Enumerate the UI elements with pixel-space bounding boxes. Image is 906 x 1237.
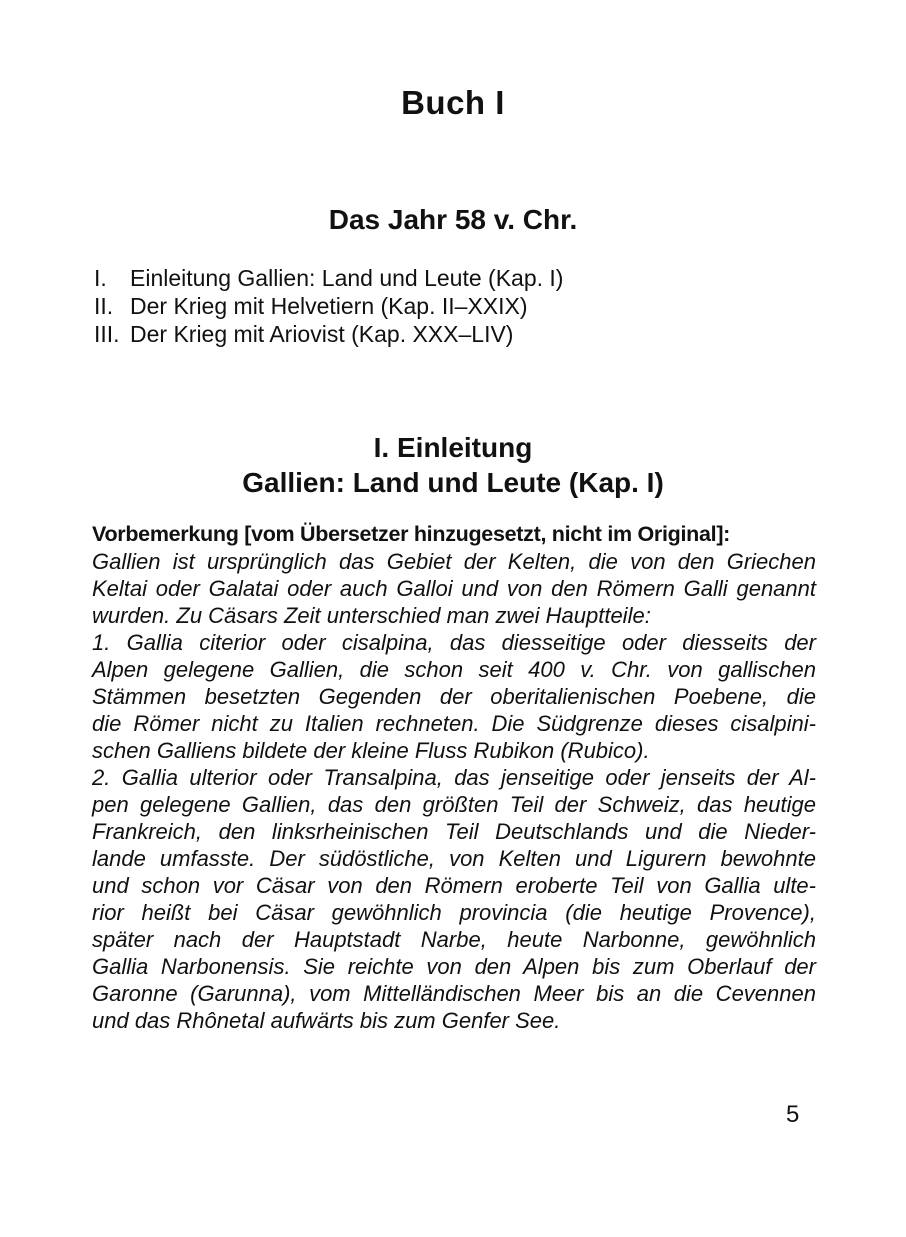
body-text-line: Alpen gelegene Gallien, die schon seit 400 v. Chr. von gallischen	[92, 657, 816, 682]
translator-note	[92, 521, 816, 1034]
body-text-line: später nach der Hauptstadt Narbe, heute Narbonne, gewöhnlich	[92, 927, 816, 952]
body-text-line: Gallien ist ursprünglich das Gebiet der Kelten, die von den Griechen	[92, 549, 816, 574]
toc-item	[94, 320, 826, 348]
page-number: 5	[786, 1101, 800, 1128]
body-text-line: 2. Gallia ulterior oder Transalpina, das jenseitige oder jenseits der Al-	[92, 765, 816, 790]
section-heading-line2: Gallien: Land und Leute (Kap. I)	[242, 467, 664, 498]
toc-item-numeral: III.	[94, 321, 120, 347]
body-text-line: und schon vor Cäsar von den Römern eroberte Teil von Gallia ulte-	[92, 873, 816, 898]
toc-item	[94, 292, 826, 320]
body-text-line: 1. Gallia citerior oder cisalpina, das diesseitige oder diesseits der	[92, 630, 816, 655]
section-heading-line1: I. Einleitung	[373, 432, 533, 463]
body-text-line: Keltai oder Galatai oder auch Galloi und von den Römern Galli genannt	[92, 576, 816, 601]
toc-item-numeral: I.	[94, 265, 107, 291]
body-text-line: die Römer nicht zu Italien rechneten. Die Südgrenze dieses cisalpini-	[92, 711, 816, 736]
body-text-line: pen gelegene Gallien, das den größten Teil der Schweiz, das heutige	[92, 792, 816, 817]
body-text-line: rior heißt bei Cäsar gewöhnlich provincia (die heutige Provence),	[92, 900, 816, 925]
body-text-line: Stämmen besetzten Gegenden der oberitalienischen Poebene, die	[92, 684, 816, 709]
paragraph-gallia-ulterior	[92, 764, 816, 1034]
body-text-line: lande umfasste. Der südöstliche, von Kelten und Ligurern bewohnte	[92, 846, 816, 871]
body-text-line: Frankreich, den linksrheinischen Teil Deutschlands und die Nieder-	[92, 819, 816, 844]
toc-item	[94, 264, 826, 292]
book-title: Buch I	[401, 84, 505, 121]
body-text-line: und das Rhônetal aufwärts bis zum Genfer See.	[92, 1008, 561, 1033]
body-text-line: Garonne (Garunna), vom Mittelländischen Meer bis an die Cevennen	[92, 981, 816, 1006]
toc-item-label: Einleitung Gallien: Land und Leute (Kap. I)	[130, 265, 564, 291]
section-heading	[0, 430, 906, 500]
toc-item-numeral: II.	[94, 293, 114, 319]
paragraph-gallia-citerior	[92, 629, 816, 764]
toc-item-label: Der Krieg mit Helvetiern (Kap. II–XXIX)	[130, 293, 528, 319]
chapter-toc	[94, 264, 826, 348]
body-text-line: schen Galliens bildete der kleine Fluss Rubikon (Rubico).	[92, 738, 650, 763]
body-text-line: wurden. Zu Cäsars Zeit unterschied man zwei Hauptteile:	[92, 603, 651, 628]
paragraph-intro	[92, 548, 816, 629]
note-heading: Vorbemerkung [vom Übersetzer hinzugesetzt, nicht im Original]:	[92, 522, 731, 546]
toc-item-label: Der Krieg mit Ariovist (Kap. XXX–LIV)	[130, 321, 514, 347]
chapter-title: Das Jahr 58 v. Chr.	[328, 204, 578, 235]
body-text-line: Gallia Narbonensis. Sie reichte von den Alpen bis zum Oberlauf der	[92, 954, 816, 979]
